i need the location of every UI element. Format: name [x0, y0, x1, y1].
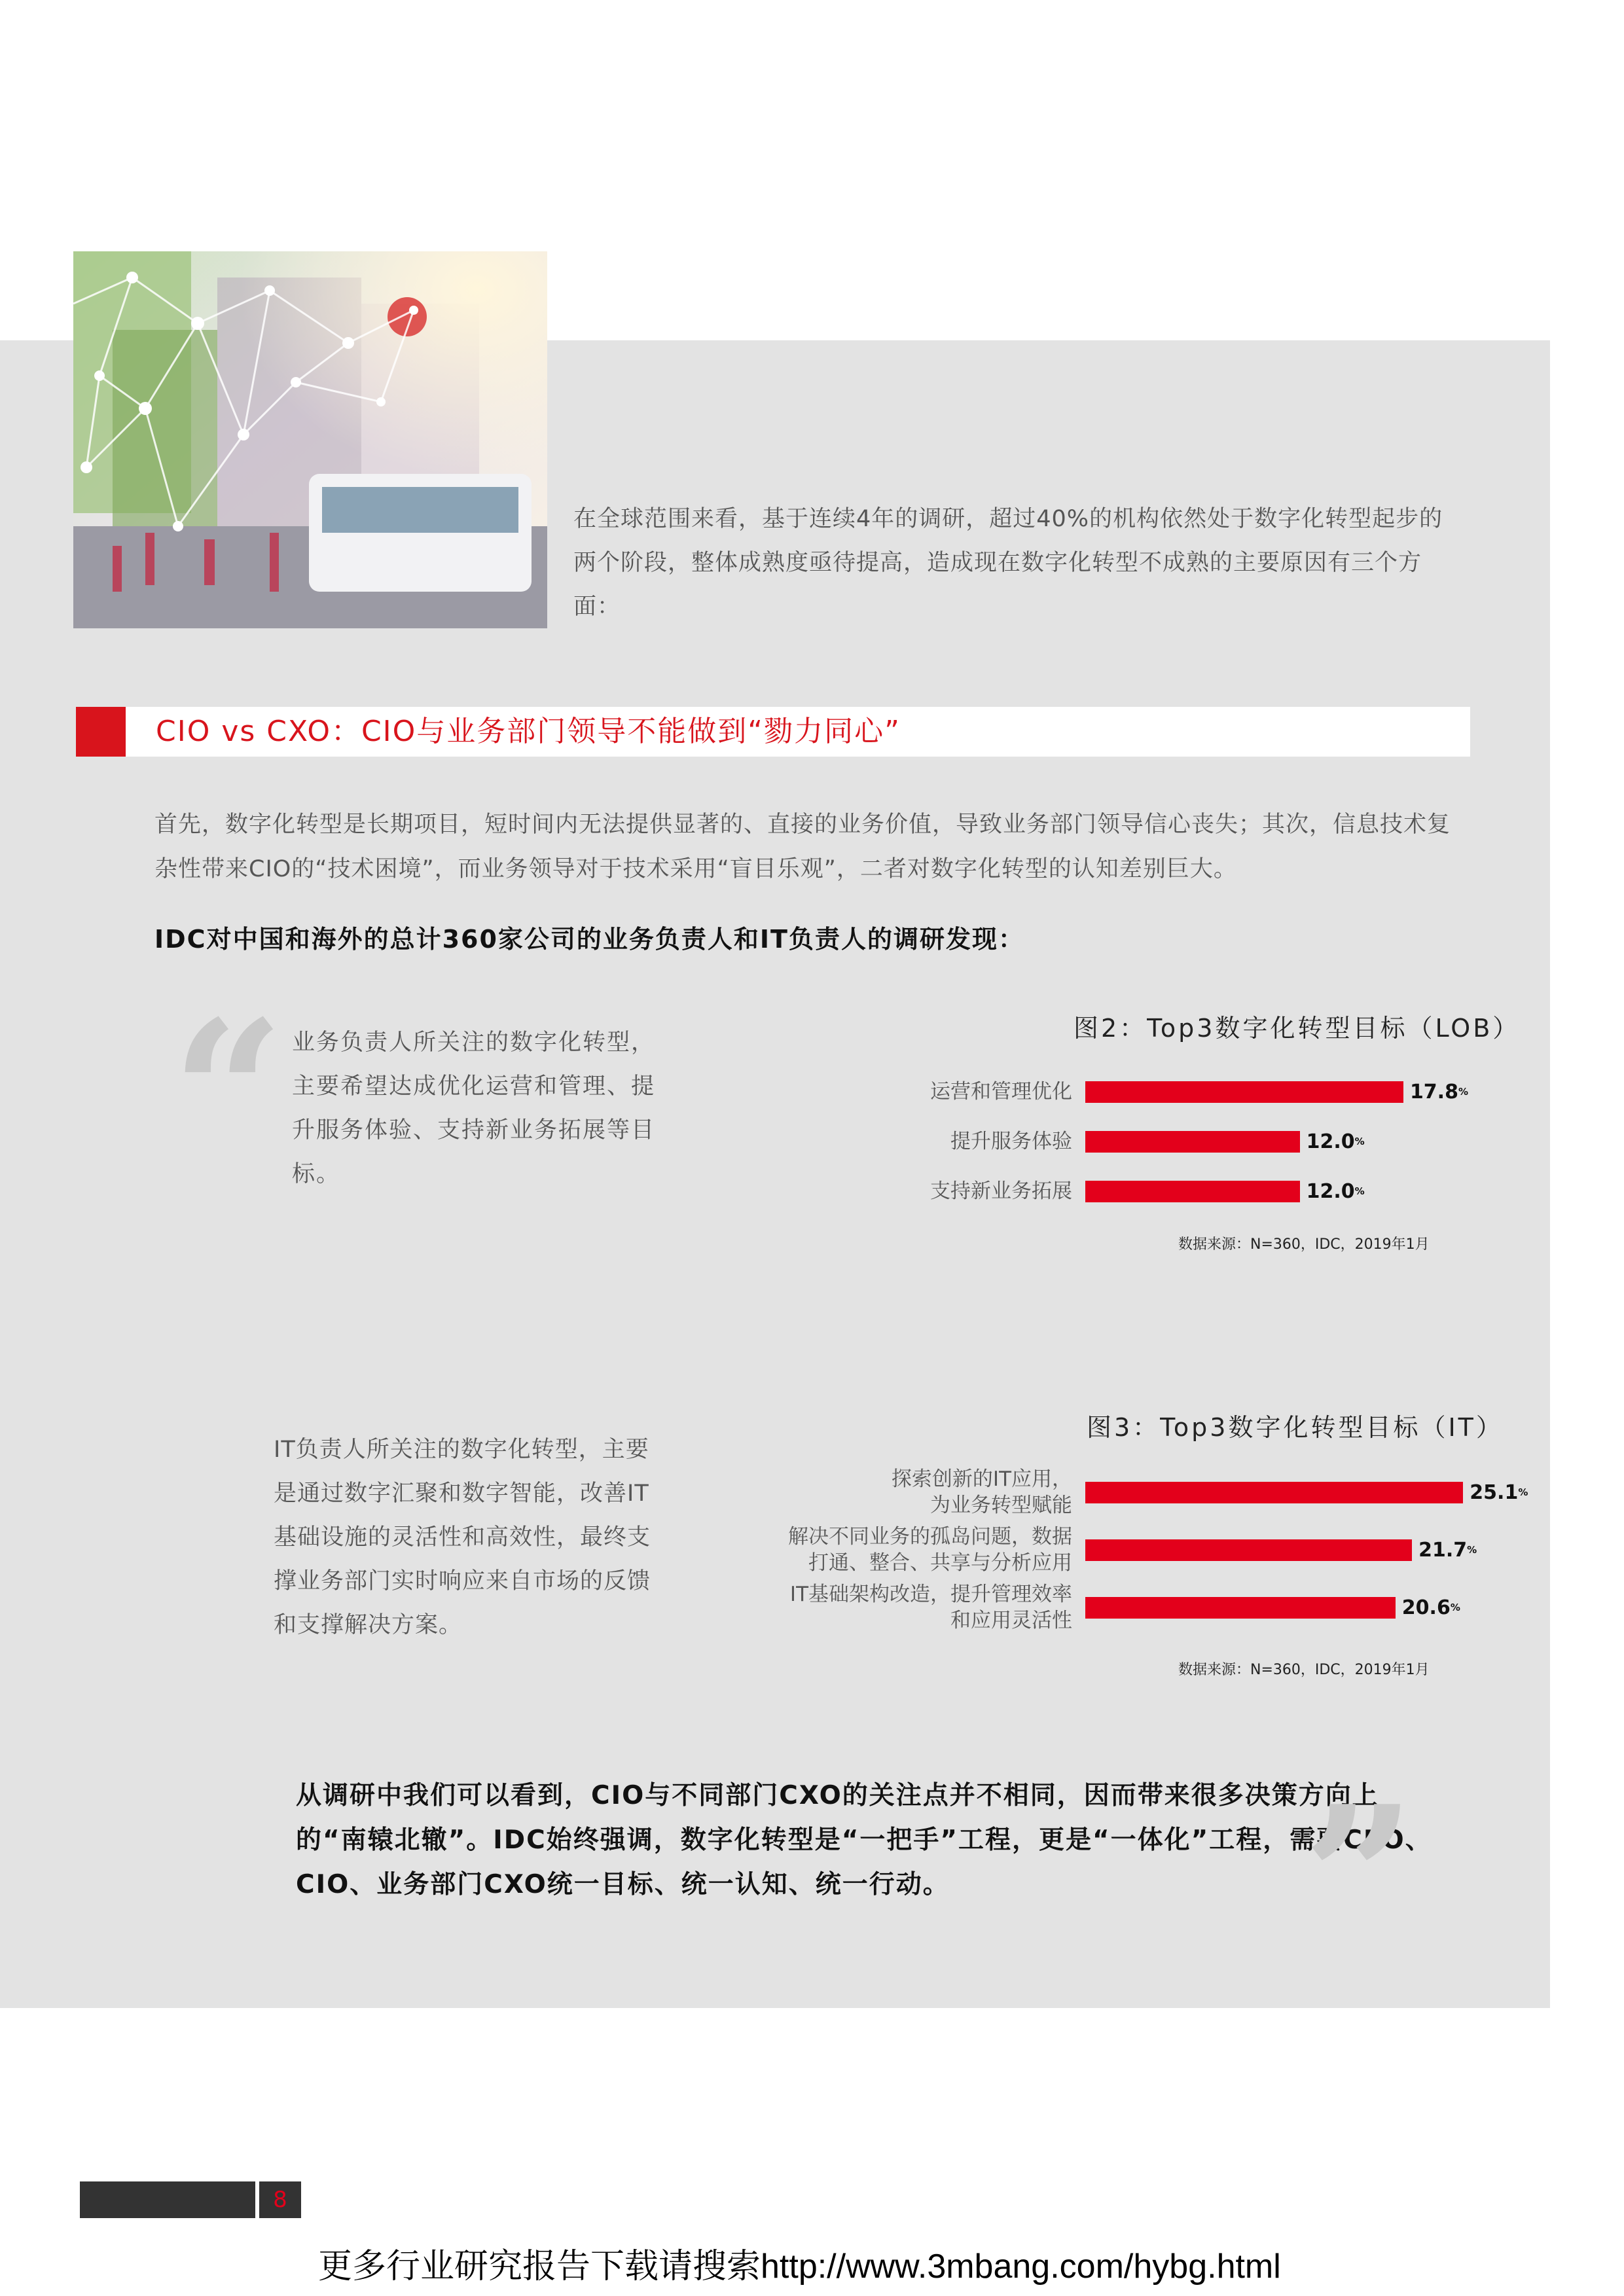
bar-value-number: 17.8	[1409, 1081, 1458, 1103]
bar-value-number: 21.7	[1418, 1539, 1468, 1562]
survey-finding-heading: IDC对中国和海外的总计360家公司的业务负责人和IT负责人的调研发现：	[154, 925, 1024, 954]
bar-label-line: 解决不同业务的孤岛问题，数据	[788, 1525, 1072, 1549]
bar-value-label	[1418, 1539, 1477, 1561]
bar-label	[790, 1581, 1072, 1634]
bar-label-line: 支持新业务拓展	[930, 1179, 1072, 1203]
bar-value-label	[1307, 1131, 1365, 1153]
intro-paragraph: 在全球范围来看，基于连续4年的调研，超过40%的机构依然处于数字化转型起步的两个阶段，整体成熟度亟待提高，造成现在数字化转型不成熟的主要原因有三个方面：	[573, 506, 1443, 620]
bar-value-unit: %	[1467, 1544, 1477, 1556]
bar-value-number: 12.0	[1306, 1130, 1355, 1153]
page-number: 8	[255, 2181, 301, 2218]
bar	[1085, 1081, 1403, 1103]
bar-value-label	[1410, 1081, 1468, 1103]
bar-value-number: 20.6	[1401, 1596, 1451, 1619]
lob-focus-text: 业务负责人所关注的数字化转型，主要希望达成优化运营和管理、提升服务体验、支持新业务拓展等目标。	[292, 1030, 656, 1187]
bar-label	[930, 1079, 1072, 1105]
bar	[1085, 1482, 1463, 1503]
chart-lob-title: 图2：Top3数字化转型目标（LOB）	[1074, 1014, 1521, 1043]
bar-label-line: IT基础架构改造，提升管理效率	[789, 1583, 1072, 1606]
section-marker	[76, 707, 126, 757]
bar-label-line: 探索创新的IT应用，	[891, 1467, 1072, 1491]
close-quote-icon: ”	[1303, 1763, 1416, 1994]
bar	[1085, 1539, 1412, 1561]
section-title: CIO vs CXO：CIO与业务部门领导不能做到“勠力同心”	[156, 715, 901, 748]
open-quote-icon: “	[171, 977, 285, 1208]
bar-value-unit: %	[1518, 1486, 1528, 1498]
chart-lob	[707, 1060, 1532, 1217]
chart-it-title: 图3：Top3数字化转型目标（IT）	[1087, 1413, 1504, 1442]
bar	[1085, 1181, 1300, 1202]
it-focus-text: IT负责人所关注的数字化转型，主要是通过数字汇聚和数字智能，改善IT基础设施的灵活性和高效性，最终支撑业务部门实时响应来自市场的反馈和支撑解决方案。	[274, 1437, 651, 1638]
bar-label-line: 打通、整合、共享与分析应用	[808, 1551, 1072, 1575]
city-network-photo	[73, 251, 547, 628]
footer-bar	[80, 2181, 255, 2218]
bar-value-label	[1402, 1597, 1460, 1619]
city-photo-image	[73, 251, 547, 628]
footer-download-link[interactable]: 更多行业研究报告下载请搜索http://www.3mbang.com/hybg.html	[318, 2248, 1281, 2286]
bar-value-label	[1307, 1181, 1365, 1202]
bar	[1085, 1597, 1396, 1619]
bar-value-unit: %	[1354, 1185, 1365, 1197]
body-paragraph: 首先，数字化转型是长期项目，短时间内无法提供显著的、直接的业务价值，导致业务部门领导信心丧失；其次，信息技术复杂性带来CIO的“技术困境”，而业务领导对于技术采用“盲目乐观”，二者对数字化转型的认知差别巨大。	[154, 812, 1451, 882]
bar-label-line: 提升服务体验	[950, 1130, 1072, 1153]
section-header	[76, 707, 1470, 757]
chart-it-source: 数据来源：N=360，IDC，2019年1月	[1178, 1662, 1430, 1678]
bar-label-line: 为业务转型赋能	[930, 1494, 1072, 1517]
bar	[1085, 1131, 1300, 1153]
bar-value-unit: %	[1450, 1602, 1460, 1613]
chart-lob-source: 数据来源：N=360，IDC，2019年1月	[1178, 1236, 1430, 1253]
bar-label	[950, 1128, 1072, 1155]
bar-label-line: 和应用灵活性	[950, 1609, 1072, 1632]
bar-label-line: 运营和管理优化	[930, 1080, 1072, 1103]
bar-label	[788, 1524, 1072, 1576]
chart-it	[707, 1453, 1532, 1649]
bar-value-label	[1470, 1482, 1528, 1503]
bar-value-number: 25.1	[1470, 1481, 1519, 1504]
bar-value-unit: %	[1354, 1136, 1365, 1147]
bar-label	[930, 1178, 1072, 1204]
conclusion-quote: 从调研中我们可以看到，CIO与不同部门CXO的关注点并不相同，因而带来很多决策方向上的“南辕北辙”。IDC始终强调，数字化转型是“一把手”工程，更是“一体化”工程，需要CEO、CIO、业务部门CXO统一目标、统一认知、统一行动。	[296, 1781, 1432, 1899]
bar-label	[892, 1466, 1072, 1518]
bar-value-number: 12.0	[1306, 1180, 1355, 1203]
bar-value-unit: %	[1458, 1086, 1468, 1098]
